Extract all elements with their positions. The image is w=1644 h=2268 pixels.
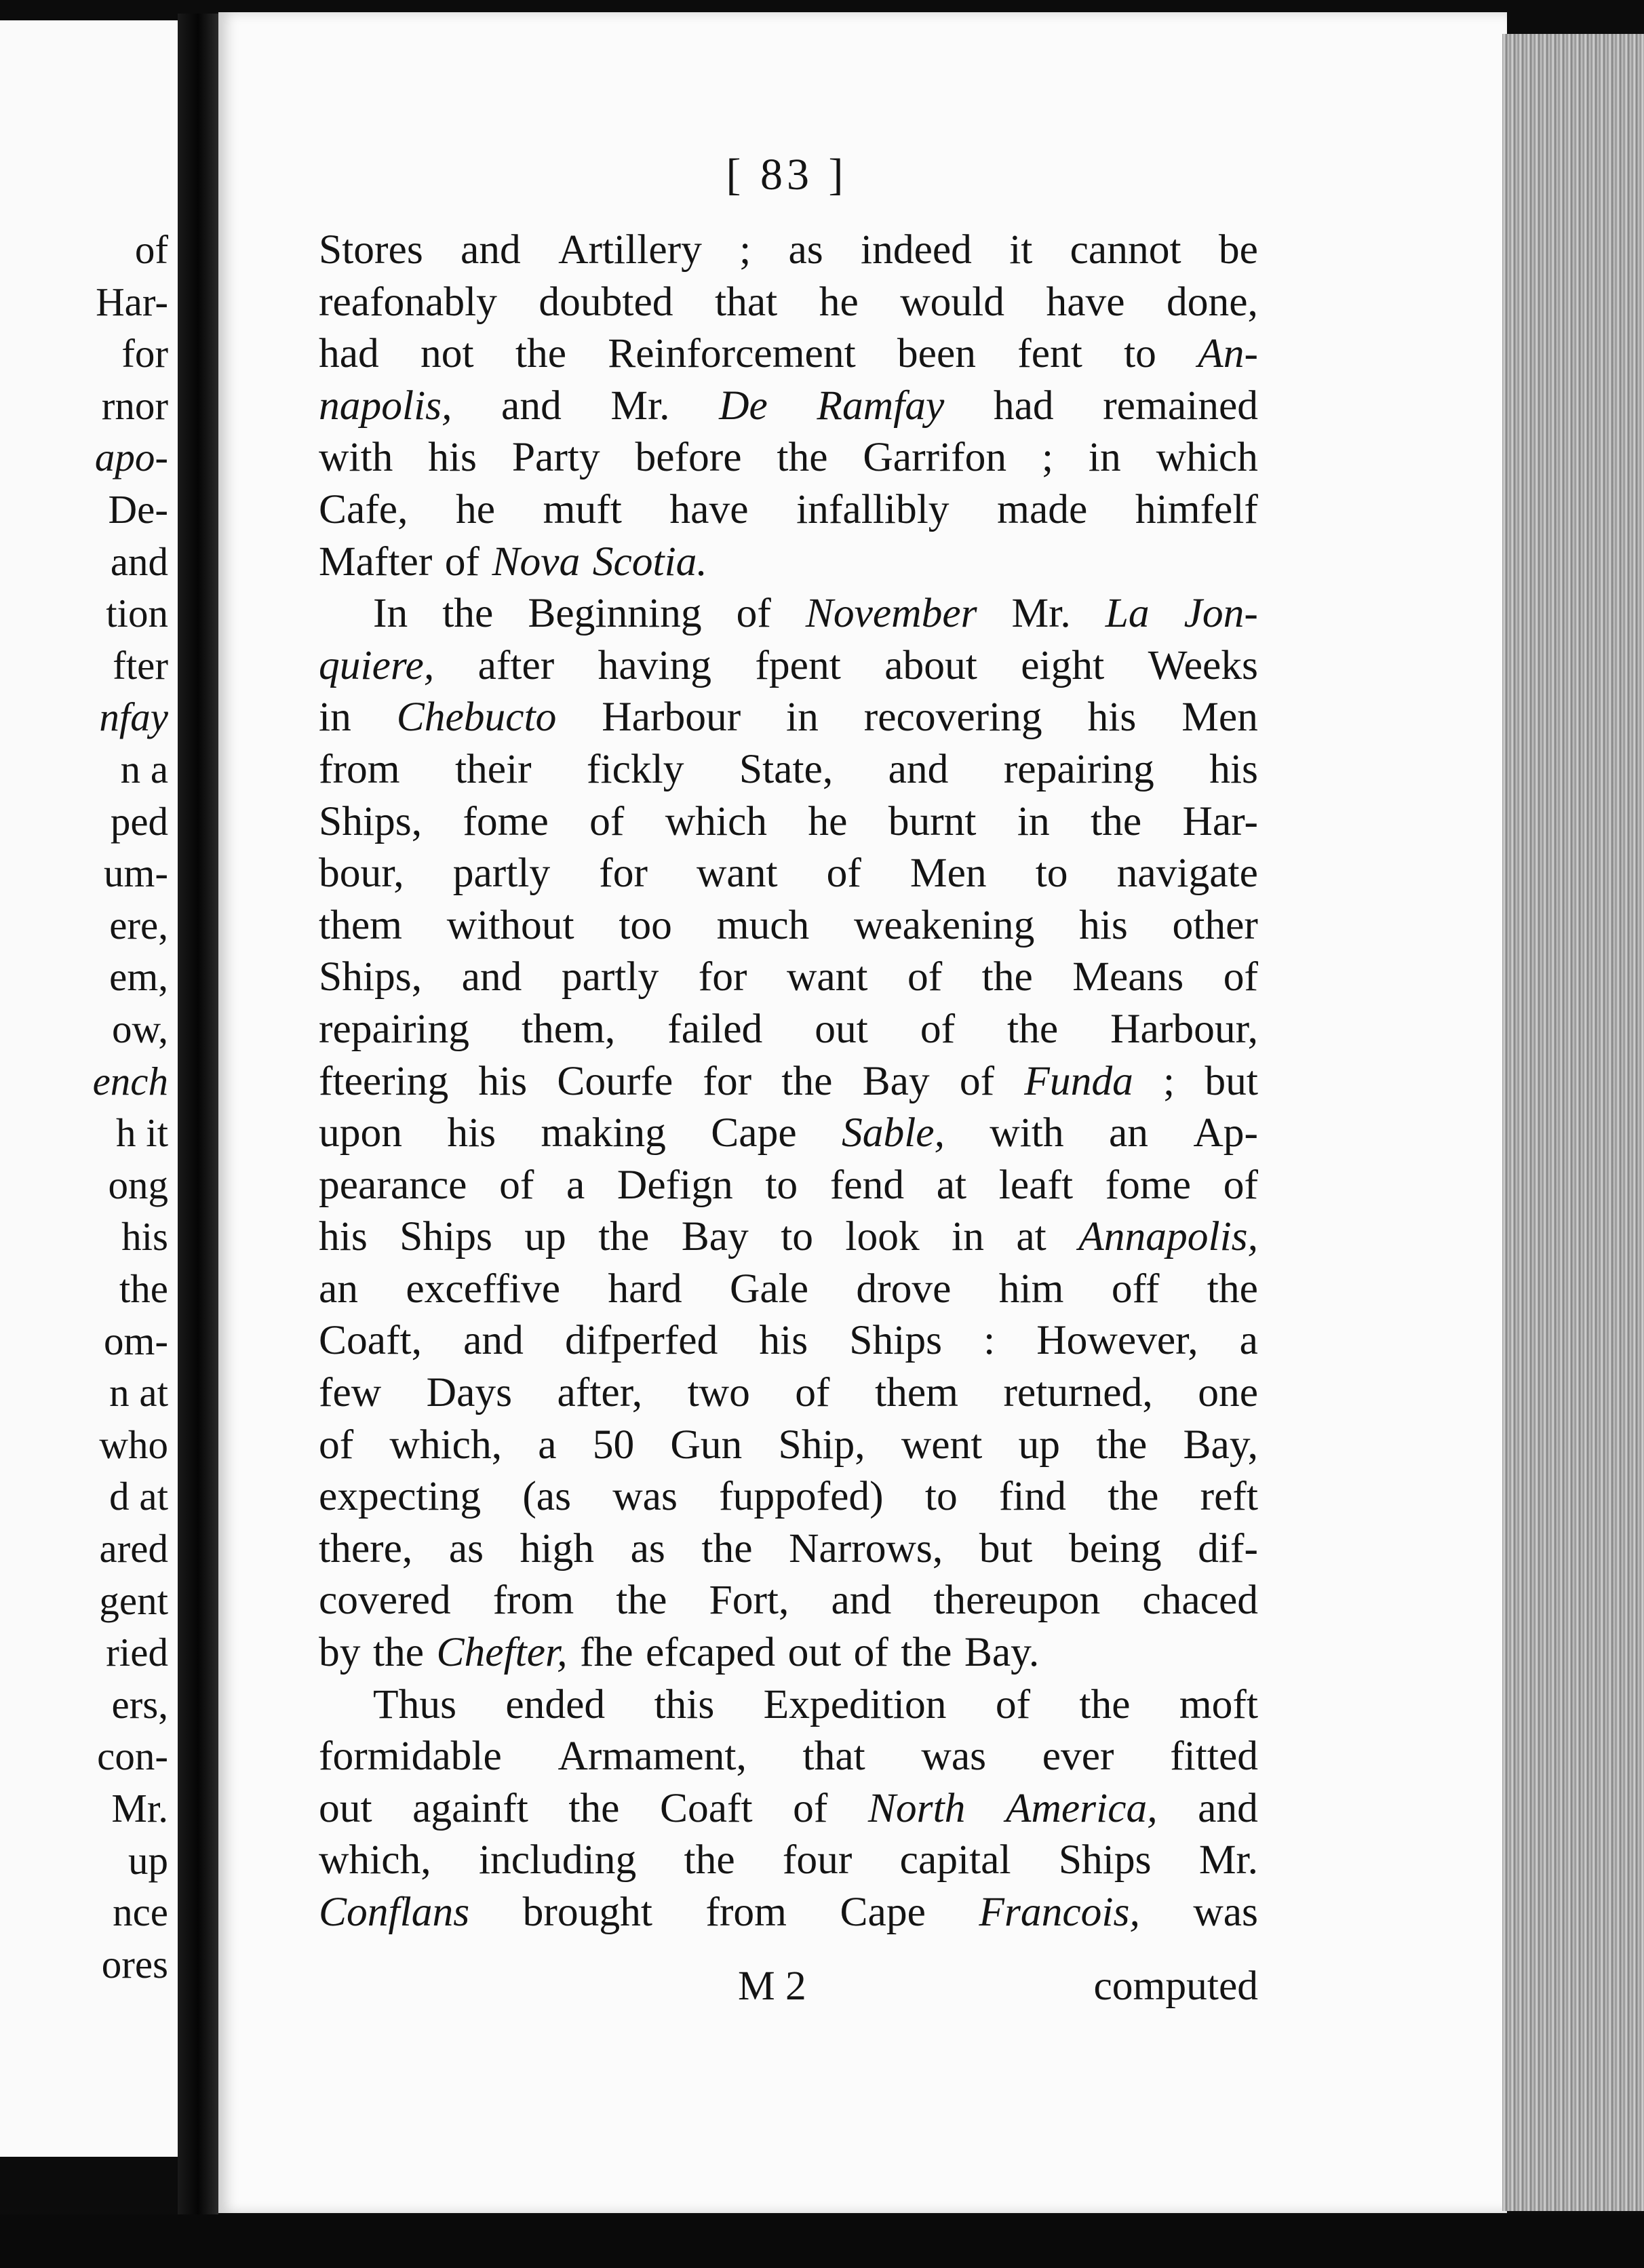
text-line: Mafter of Nova Scotia. (319, 538, 707, 585)
left-page-line: ench (92, 1058, 168, 1103)
left-page-line: nce (113, 1890, 168, 1935)
left-page-line: tion (106, 591, 168, 636)
text-line: with his Party before the Garrifon ; in which (319, 434, 1258, 481)
left-page-line: for (121, 331, 168, 376)
book-gutter (178, 14, 218, 2218)
text-line: bour, partly for want of Men to navigate (319, 850, 1258, 897)
text-line: pearance of a Defign to fend at leaft fome of (319, 1161, 1258, 1208)
left-page-line: ped (110, 798, 168, 844)
text-line: expecting (as was fuppofed) to find the reft (319, 1473, 1258, 1520)
left-page-line: ers, (111, 1681, 168, 1727)
text-line: quiere, after having fpent about eight Weeks (319, 642, 1258, 688)
left-page-line: om- (103, 1318, 168, 1363)
left-page-line: con- (97, 1734, 168, 1779)
left-page-line: rnor (101, 383, 168, 428)
text-line: few Days after, two of them returned, one (319, 1369, 1258, 1416)
text-line: Conflans brought from Cape Francois, was (319, 1889, 1258, 1935)
left-page-line: apo- (94, 435, 168, 480)
left-page-line: of (134, 227, 168, 272)
text-line: In the Beginning of November Mr. La Jon- (373, 590, 1258, 637)
left-page-line: ow, (111, 1006, 168, 1051)
left-page-line: nfay (99, 695, 168, 740)
text-line: in Chebucto Harbour in recovering his Men (319, 694, 1258, 741)
left-page-line: De- (108, 487, 168, 532)
page-footer (319, 1959, 1258, 2013)
left-page-line: ores (101, 1941, 168, 1987)
signature-mark: M 2 (738, 1963, 806, 2009)
text-line: Thus ended this Expedition of the moft (373, 1681, 1258, 1727)
left-page-line: n at (109, 1370, 168, 1415)
left-page-line: Har- (96, 279, 168, 324)
left-facing-page (0, 20, 178, 2157)
left-page-line: d at (109, 1474, 168, 1519)
left-page-line: n a (120, 747, 168, 791)
text-line: repairing them, failed out of the Harbour, (319, 1005, 1258, 1052)
catchword: computed (1093, 1963, 1258, 2009)
text-line: which, including the four capital Ships Mr. (319, 1837, 1258, 1883)
left-page-line: em, (109, 954, 168, 1000)
text-line: napolis, and Mr. De Ramfay had remained (319, 382, 1258, 429)
text-line: them without too much weakening his other (319, 901, 1258, 948)
background-bottom (0, 2214, 1644, 2268)
text-line: had not the Reinforcement been fent to An- (319, 330, 1258, 377)
left-page-line: h it (115, 1110, 168, 1156)
left-page-line: ong (108, 1162, 168, 1207)
text-line: an exceffive hard Gale drove him off the (319, 1265, 1258, 1312)
text-line: reafonably doubted that he would have done, (319, 278, 1258, 325)
text-line: Ships, and partly for want of the Means of (319, 954, 1258, 1000)
left-page-line: um- (103, 850, 168, 896)
text-line: out againft the Coaft of North America, and (319, 1784, 1258, 1831)
left-page-line: Mr. (111, 1786, 168, 1831)
text-line: from their fickly State, and repairing his (319, 745, 1258, 792)
text-line: formidable Armament, that was ever fitted (319, 1733, 1258, 1780)
left-page-line: ried (106, 1630, 168, 1675)
text-line: Coaft, and difperfed his Ships : However, a (319, 1317, 1258, 1364)
text-line: by the Chefter, fhe efcaped out of the Bay. (319, 1629, 1040, 1676)
text-line: his Ships up the Bay to look in at Annapolis, (319, 1213, 1258, 1260)
text-line: Stores and Artillery ; as indeed it cannot be (319, 227, 1258, 273)
left-page-line: ared (99, 1526, 168, 1571)
text-line: covered from the Fort, and thereupon chaced (319, 1577, 1258, 1624)
left-page-line: who (99, 1422, 168, 1467)
text-line: Cafe, he muft have infallibly made himfelf (319, 486, 1258, 532)
text-line: fteering his Courfe for the Bay of Funda ; but (319, 1057, 1258, 1104)
left-page-line: fter (113, 642, 168, 688)
page-edges (1502, 34, 1644, 2211)
left-page-line: and (110, 539, 168, 584)
left-page-line: ere, (109, 902, 168, 947)
page-header: [ 83 ] (726, 150, 848, 199)
text-line: upon his making Cape Sable, with an Ap- (319, 1110, 1258, 1156)
text-line: Ships, fome of which he burnt in the Har- (319, 798, 1258, 844)
left-page-line: his (121, 1214, 168, 1259)
left-page-line: the (119, 1266, 168, 1311)
body-text (319, 224, 1258, 1938)
left-page-line: up (128, 1837, 168, 1883)
left-page-line: gent (99, 1578, 168, 1623)
text-line: there, as high as the Narrows, but being dif- (319, 1525, 1258, 1571)
text-line: of which, a 50 Gun Ship, went up the Bay, (319, 1421, 1258, 1468)
